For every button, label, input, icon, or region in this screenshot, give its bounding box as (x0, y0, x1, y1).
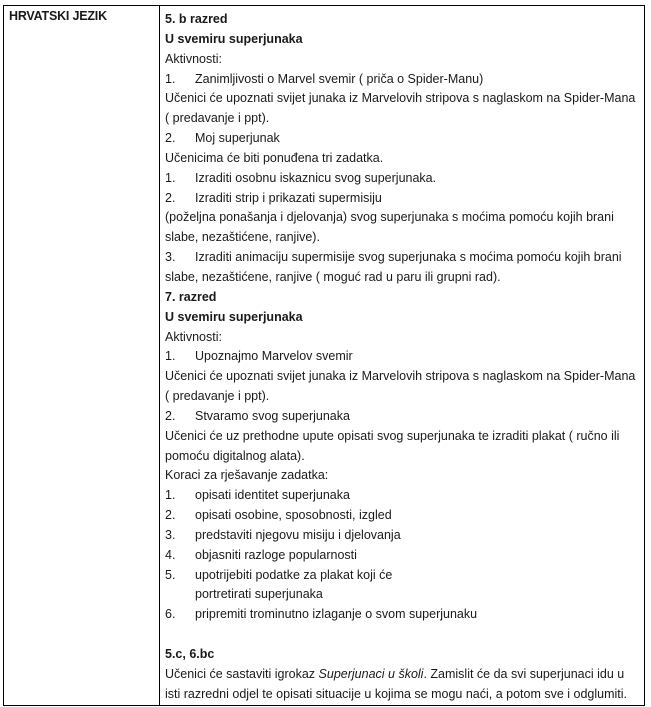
subject-cell (4, 6, 160, 706)
grade7-step-6 (165, 605, 640, 625)
grade7-activities-label: Aktivnosti: (165, 329, 222, 344)
grade5-task-2-continuation: (poželjna ponašanja i djelovanja) svog superjunaka s moćima pomoću kojih brani (165, 210, 614, 225)
spacer (165, 625, 640, 645)
list-number: 6. (165, 607, 176, 622)
list-number: 2. (165, 508, 176, 523)
list-text: pripremiti trominutno izlaganje o svom superjunaku (195, 607, 478, 622)
grade5-task-1 (165, 169, 640, 189)
play-title: Superjunaci u školi (318, 666, 424, 681)
grade5-heading: 5. b razred (165, 12, 228, 26)
list-number: 1. (165, 71, 176, 86)
list-text: objasniti razloge popularnosti (195, 547, 357, 562)
grade5-task-3-continuation: slabe, nezaštićene, ranjive ( moguć rad u paru ili grupni rad). (165, 269, 501, 284)
grade7-step-5 (165, 566, 640, 586)
grade7-step-2 (165, 506, 640, 526)
list-number: 5. (165, 567, 176, 582)
list-text: Stvaramo svog superjunaka (195, 408, 350, 423)
grade7-heading: 7. razred (165, 289, 217, 304)
list-number: 2. (165, 190, 176, 205)
subject-label: HRVATSKI JEZIK (9, 9, 107, 23)
grade5-activities-label: Aktivnosti: (165, 51, 222, 66)
grade7-activity-1 (165, 347, 640, 367)
list-text: Upoznajmo Marvelov svemir (195, 349, 353, 364)
grade7-step-4 (165, 546, 640, 566)
list-number: 1. (165, 170, 176, 185)
list-text: Zanimljivosti o Marvel svemir ( priča o Spider-Manu) (195, 71, 484, 86)
grade7-activity-2 (165, 407, 640, 427)
list-number: 1. (165, 349, 176, 364)
lesson-plan-table (3, 5, 645, 706)
list-number: 3. (165, 527, 176, 542)
list-text: opisati osobine, sposobnosti, izgled (195, 508, 392, 523)
grade5-task-2 (165, 189, 640, 209)
grade5-task-2-continuation-b: slabe, nezaštićene, ranjive). (165, 230, 320, 245)
list-text: Moj superjunak (195, 131, 280, 146)
list-text: upotrijebiti podatke za plakat koji će (195, 567, 393, 582)
grade5-title: U svemiru superjunaka (165, 31, 303, 46)
grade5-activity-1-text: Učenici će upoznati svijet junaka iz Marvelovih stripova s naglaskom na Spider-Mana (165, 91, 636, 106)
grade56-paragraph (165, 665, 640, 705)
grade7-title: U svemiru superjunaka (165, 309, 303, 324)
grade5-activity-2 (165, 129, 640, 149)
list-text: opisati identitet superjunaka (195, 488, 350, 503)
grade7-activity-1-text: Učenici će upoznati svijet junaka iz Marvelovih stripova s naglaskom na Spider-Mana (165, 369, 636, 384)
grade5-activity-1 (165, 70, 640, 90)
grade56-text-before: Učenici će sastaviti igrokaz (165, 666, 319, 681)
grade7-activity-1-text-cont: ( predavanje i ppt). (165, 389, 270, 404)
grade5-activity-1-text-cont: ( predavanje i ppt). (165, 111, 270, 126)
grade56-text-after: . Zamislit će da svi superjunaci idu u isti razredni odjel te opisati situacije u kojima se mogu naći, a potom sve i odglumiti. (165, 666, 628, 701)
grade7-steps-label: Koraci za rješavanje zadatka: (165, 468, 329, 483)
grade7-step-5-continuation: portretirati superjunaka (195, 587, 323, 602)
grade5-task-3 (165, 248, 640, 268)
list-number: 4. (165, 547, 176, 562)
list-number: 2. (165, 408, 176, 423)
grade7-activity-2-text-cont: pomoću digitalnog alata). (165, 448, 305, 463)
grade7-activity-2-text: Učenici će uz prethodne upute opisati svog superjunaka te izraditi plakat ( ručno ili (165, 428, 620, 443)
content-cell (160, 6, 645, 706)
grade56-heading: 5.c, 6.bc (165, 647, 215, 661)
list-text: predstaviti njegovu misiju i djelovanja (195, 527, 401, 542)
grade5-tasks-intro: Učenicima će biti ponuđena tri zadatka. (165, 150, 384, 165)
list-number: 3. (165, 250, 176, 265)
grade7-step-1 (165, 486, 640, 506)
list-text: Izraditi osobnu iskaznicu svog superjunaka. (195, 170, 437, 185)
list-text: Izraditi strip i prikazati supermisiju (195, 190, 382, 205)
list-text: Izraditi animaciju supermisije svog superjunaka s moćima pomoću kojih brani (195, 250, 622, 265)
grade7-step-3 (165, 526, 640, 546)
list-number: 2. (165, 131, 176, 146)
list-number: 1. (165, 488, 176, 503)
